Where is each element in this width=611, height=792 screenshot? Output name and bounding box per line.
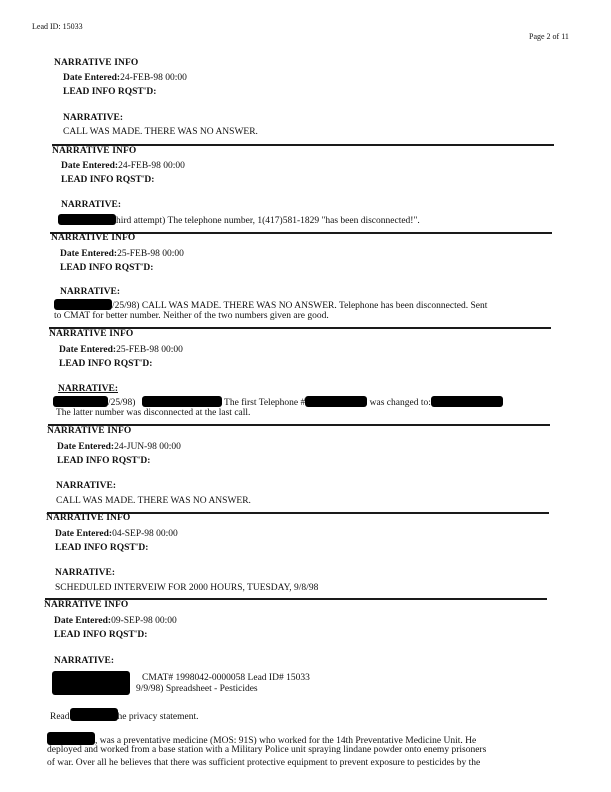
lead-info-label: LEAD INFO RQST'D: [57,456,151,466]
redaction [305,396,367,407]
narrative-text: SCHEDULED INTERVEIW FOR 2000 HOURS, TUESDAY, 9/8/98 [55,583,319,593]
narrative-label: NARRATIVE: [61,200,121,210]
narrative-text: deployed and worked from a base station with a Military Police unit spraying lindane powder onto enemy prisoners [47,745,487,755]
narrative-label: NARRATIVE: [58,384,118,394]
narrative-text: CMAT# 1998042-0000058 Lead ID# 15033 [52,671,310,695]
narrative-text: of war. Over all he believes that there was sufficient protective equipment to prevent exposure to pesticides by the [47,758,481,768]
date-entered: Date Entered:09-SEP-98 00:00 [54,616,177,626]
date-entered: Date Entered:24-FEB-98 00:00 [61,161,185,171]
narrative-label: NARRATIVE: [54,656,114,666]
date-entered: Date Entered:24-FEB-98 00:00 [63,73,187,83]
narrative-label: NARRATIVE: [56,481,116,491]
lead-info-label: LEAD INFO RQST'D: [54,630,148,640]
lead-info-label: LEAD INFO RQST'D: [60,263,154,273]
section-title: NARRATIVE INFO [44,600,129,610]
date-entered: Date Entered:25-FEB-98 00:00 [60,249,184,259]
section-title: NARRATIVE INFO [49,329,134,339]
section-title: NARRATIVE INFO [47,426,132,436]
date-entered: Date Entered:25-FEB-98 00:00 [59,345,183,355]
redaction [52,671,130,695]
narrative-text: 9/9/98) Spreadsheet - Pesticides [136,684,258,694]
narrative-text: /25/98) CALL WAS MADE. THERE WAS NO ANSWER. Telephone has been disconnected. Sent [54,299,487,311]
narrative-label: NARRATIVE: [60,287,120,297]
lead-info-label: LEAD INFO RQST'D: [55,543,149,553]
section-title: NARRATIVE INFO [54,58,139,68]
redaction [54,299,112,310]
date-entered: Date Entered:04-SEP-98 00:00 [55,529,178,539]
lead-info-label: LEAD INFO RQST'D: [61,175,155,185]
redaction [53,396,108,407]
section-title: NARRATIVE INFO [46,513,131,523]
section-title: NARRATIVE INFO [51,233,136,243]
redaction [58,214,116,225]
narrative-text: CALL WAS MADE. THERE WAS NO ANSWER. [63,127,258,137]
lead-id-header: Lead ID: 15033 [32,22,83,31]
narrative-text: CALL WAS MADE. THERE WAS NO ANSWER. [56,496,251,506]
date-entered: Date Entered:24-JUN-98 00:00 [57,442,181,452]
lead-info-label: LEAD INFO RQST'D: [63,87,157,97]
page-number: Page 2 of 11 [529,32,569,41]
narrative-text: The latter number was disconnected at the last call. [56,408,251,418]
section-title: NARRATIVE INFO [52,146,137,156]
redaction [142,396,222,407]
narrative-text: Read he privacy statement. [50,708,199,722]
narrative-text: to CMAT for better number. Neither of the two numbers given are good. [54,311,329,321]
narrative-label: NARRATIVE: [63,113,123,123]
narrative-text: , was a preventative medicine (MOS: 91S) who worked for the 14th Preventative Medicine Unit. He [47,732,476,746]
redaction [47,732,95,745]
redaction [70,708,118,721]
narrative-text: hird attempt) The telephone number, 1(417)581-1829 "has been disconnected!". [58,214,420,226]
redaction [431,396,503,407]
lead-info-label: LEAD INFO RQST'D: [59,359,153,369]
narrative-label: NARRATIVE: [55,568,115,578]
narrative-text: /25/98) The first Telephone # was changed to: [53,396,503,408]
